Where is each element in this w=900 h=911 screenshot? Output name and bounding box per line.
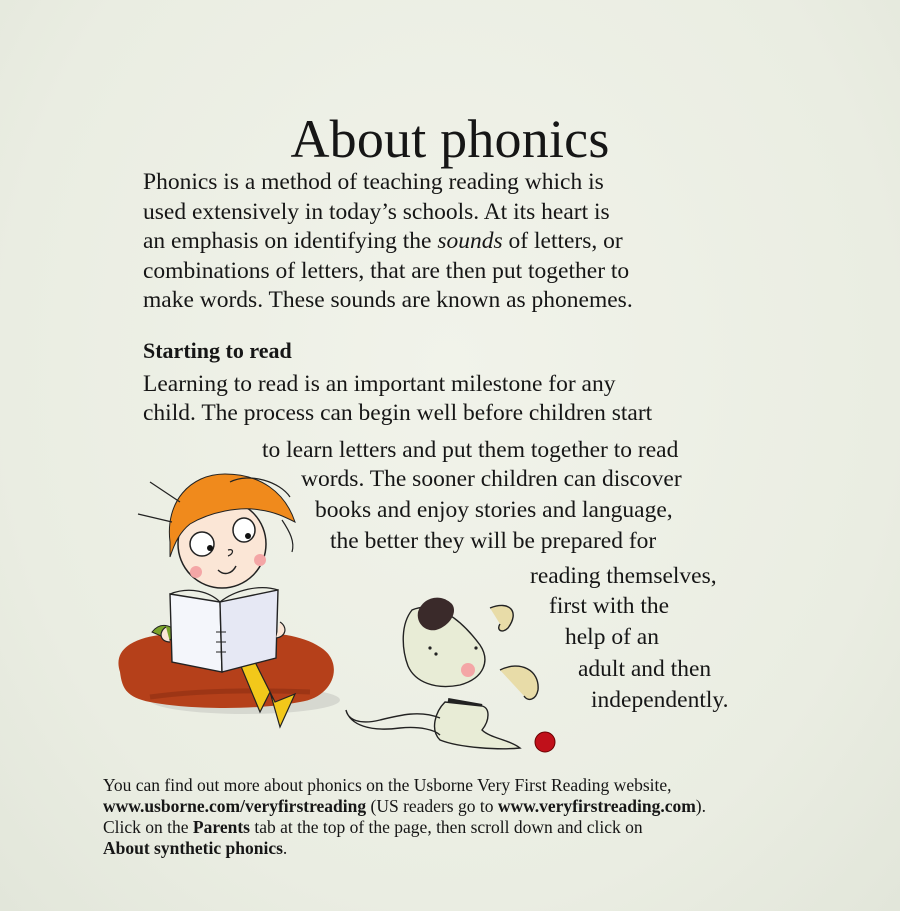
section-line: words. The sooner children can discover (301, 466, 682, 492)
section-heading: Starting to read (143, 338, 292, 363)
intro-line: combinations of letters, that are then put together to (143, 257, 630, 284)
intro-paragraph (143, 168, 743, 316)
emphasis-sounds: sounds (437, 228, 503, 254)
dog-illustration (340, 590, 570, 760)
section-line: reading themselves, (530, 563, 717, 589)
red-ball-icon (535, 732, 555, 752)
section-line: to learn letters and put them together to read (262, 437, 679, 463)
about-synthetic-phonics-reference: About synthetic phonics (103, 838, 283, 858)
dog-body-icon (435, 702, 520, 749)
section-line: adult and then (578, 656, 712, 682)
intro-line: used extensively in today’s schools. At its heart is (143, 198, 610, 225)
footer-line: Click on the Parents tab at the top of the page, then scroll down and click on (103, 817, 643, 837)
veryfirstreading-link[interactable]: www.veryfirstreading.com (497, 796, 696, 816)
page-title: About phonics (290, 109, 610, 170)
section-line: independently. (591, 687, 729, 713)
usborne-link[interactable]: www.usborne.com/veryfirstreading (103, 796, 367, 816)
intro-line: an emphasis on identifying the sounds of letters, or (143, 228, 623, 254)
section-line: help of an (565, 624, 659, 650)
parents-tab-reference: Parents (192, 817, 250, 837)
child-reading-illustration (110, 462, 350, 762)
intro-line: Phonics is a method of teaching reading which is (143, 169, 604, 195)
section-line: the better they will be prepared for (330, 528, 657, 554)
footer-line: www.usborne.com/veryfirstreading (US readers go to www.veryfirstreading.com). (103, 796, 706, 816)
footer-line: About synthetic phonics. (103, 838, 288, 858)
section-line: first with the (549, 593, 670, 619)
section-line: Learning to read is an important milestone for any (143, 371, 616, 397)
section-line: books and enjoy stories and language, (315, 497, 673, 523)
footer-line: You can find out more about phonics on the Usborne Very First Reading website, (103, 775, 672, 795)
section-line: child. The process can begin well before children start (143, 400, 653, 426)
book-icon (170, 594, 222, 672)
footer-note (103, 775, 823, 859)
intro-line: make words. These sounds are known as phonemes. (143, 287, 633, 313)
